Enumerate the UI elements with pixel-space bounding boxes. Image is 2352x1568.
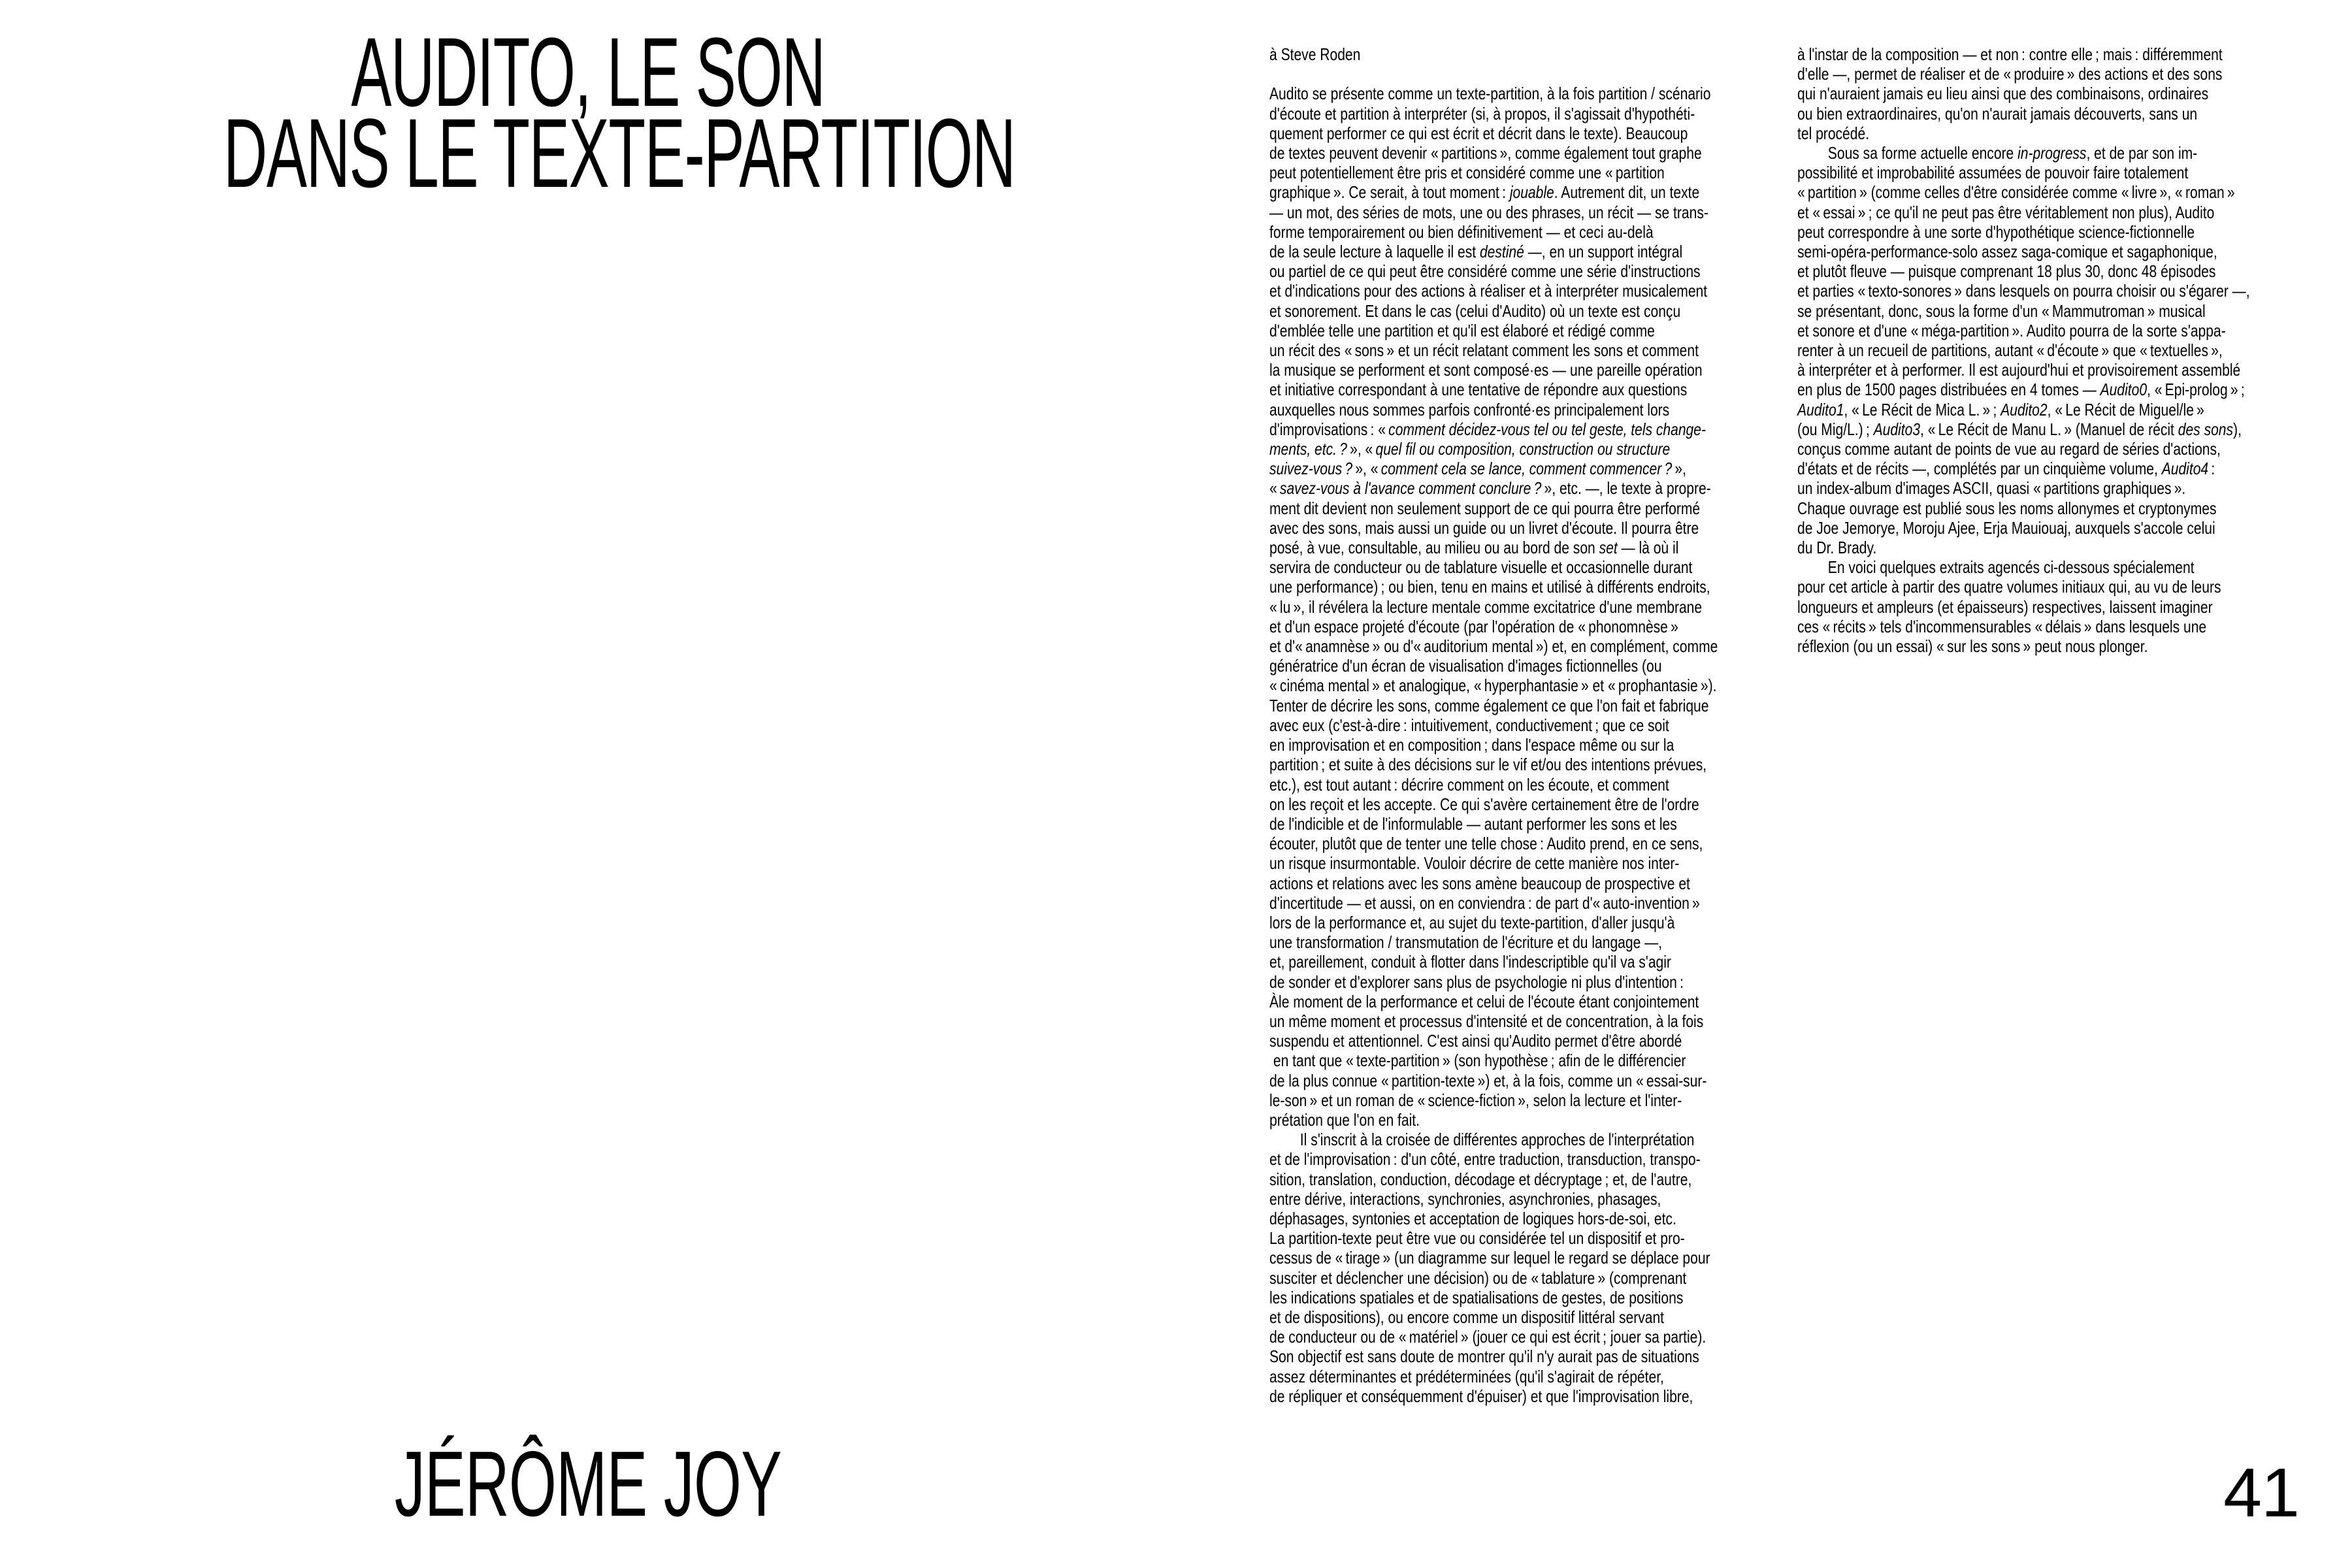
text-line: Son objectif est sans doute de montrer qu'il n'y aurait pas de situations — [1269, 1347, 1699, 1367]
text-line: conçus comme autant de points de vue au regard de séries d'actions, — [1797, 439, 2221, 459]
text-line: peut correspondre à une sorte d'hypothétique science-fictionnelle — [1797, 221, 2195, 242]
text-line: un index-album d'images ASCII, quasi « partitions graphiques ». — [1797, 478, 2186, 498]
text-line: « cinéma mental » et analogique, « hyperphantasie » et « prophantasie »). — [1269, 676, 1717, 696]
text-line: La partition-texte peut être vue ou considérée tel un dispositif et pro- — [1269, 1228, 1685, 1249]
text-line: un même moment et processus d'intensité et de concentration, à la fois — [1269, 1011, 1704, 1031]
text-line: actions et relations avec les sons amène beaucoup de prospective et — [1269, 873, 1690, 893]
text-line: partition ; et suite à des décisions sur le vif et/ou des intentions prévues, — [1269, 755, 1707, 775]
text-line: une transformation / transmutation de l'écriture et du langage —, — [1269, 932, 1663, 953]
text-line: et d'un espace projeté d'écoute (par l'opération de « phonomnèse » — [1269, 616, 1678, 636]
text-line: assez déterminantes et prédéterminées (qu'il s'agirait de répéter, — [1269, 1366, 1664, 1386]
text-line: posé, à vue, consultable, au milieu ou au bord de son set — là où il — [1269, 538, 1679, 558]
text-line: et, pareillement, conduit à flotter dans l'indescriptible qu'il va s'agir — [1269, 952, 1671, 972]
text-line: d'emblée telle une partition et qu'il est élaboré et rédigé comme — [1269, 320, 1655, 340]
text-line: ou bien extraordinaires, qu'on n'aurait jamais découverts, sans un — [1797, 103, 2198, 123]
text-line: d'improvisations : « comment décidez-vous tel ou tel geste, tels change- — [1269, 419, 1706, 439]
text-line: ments, etc. ? », « quel fil ou composition, construction ou structure — [1269, 439, 1671, 459]
text-line: d'elle —, permet de réaliser et de « produire » des actions et des sons — [1797, 64, 2223, 84]
text-line: Audito se présente comme un texte-partition, à la fois partition / scénario — [1269, 84, 1711, 104]
text-line: à l'instar de la composition — et non : contre elle ; mais : différemment — [1797, 44, 2223, 64]
text-line: en tant que « texte-partition » (son hypothèse ; afin de le différencier — [1269, 1051, 1686, 1071]
text-line: susciter et déclencher une décision) ou de « tablature » (comprenant — [1269, 1267, 1687, 1288]
text-line: longueurs et ampleurs (et épaisseurs) respectives, laissent imaginer — [1797, 596, 2213, 617]
blank-line — [1269, 64, 1779, 84]
text-line: et plutôt fleuve — puisque comprenant 18 plus 30, donc 48 épisodes — [1797, 261, 2216, 282]
text-line: on les reçoit et les accepte. Ce qui s'avère certainement être de l'ordre — [1269, 794, 1699, 814]
author-name: JÉRÔME JOY — [394, 1432, 782, 1536]
text-line: (ou Mig/L.) ; Audito3, « Le Récit de Manu L. » (Manuel de récit des sons), — [1797, 419, 2242, 439]
text-line: Chaque ouvrage est publié sous les noms allonymes et cryptonymes — [1797, 498, 2217, 518]
text-line: sition, translation, conduction, décodage et décryptage ; et, de l'autre, — [1269, 1169, 1692, 1189]
text-line: de Joe Jemorye, Moroju Ajee, Erja Mauiouaj, auxquels s'accole celui — [1797, 517, 2215, 538]
text-line: en plus de 1500 pages distribuées en 4 tomes — Audito0, « Epi-prolog » ; — [1797, 380, 2245, 400]
text-line: de l'indicible et de l'informulable — autant performer les sons et les — [1269, 813, 1677, 834]
dedication: à Steve Roden — [1269, 44, 1361, 64]
text-line: d'incertitude — et aussi, on en conviendra : de part d'« auto-invention » — [1269, 892, 1700, 913]
text-line: « savez-vous à l'avance comment conclure ? », etc. —, le texte à propre- — [1269, 478, 1711, 498]
text-line: ces « récits » tels d'incommensurables « délais » dans lesquels une — [1797, 616, 2207, 636]
title-line-2: DANS LE TEXTE-PARTITION — [223, 98, 1015, 208]
text-line: le-son » et un roman de « science-fiction », selon la lecture et l'inter- — [1269, 1090, 1682, 1110]
text-line: et de l'improvisation : d'un côté, entre traduction, transduction, transpo- — [1269, 1149, 1701, 1169]
text-line: suspendu et attentionnel. C'est ainsi qu'Audito permet d'être abordé — [1269, 1031, 1682, 1051]
text-line: de la seule lecture à laquelle il est destiné —, en un support intégral — [1269, 242, 1683, 262]
text-line: et « essai » ; ce qu'il ne peut pas être véritablement non plus), Audito — [1797, 202, 2215, 222]
text-line: Sous sa forme actuelle encore in-progress, et de par son im- — [1797, 143, 2198, 163]
text-line: renter à un recueil de partitions, autant « d'écoute » que « textuelles », — [1797, 340, 2223, 361]
page-number: 41 — [2223, 1454, 2299, 1531]
text-line: et sonore et d'une « méga-partition ». Audito pourra de la sorte s'appa- — [1797, 320, 2226, 340]
text-line: un récit des « sons » et un récit relatant comment les sons et comment — [1269, 340, 1699, 361]
text-line: semi-opéra-performance-solo assez saga-comique et sagaphonique, — [1797, 242, 2217, 262]
text-line: suivez-vous ? », « comment cela se lance, comment commencer ? », — [1269, 459, 1686, 479]
text-line: prétation que l'on en fait. — [1269, 1109, 1420, 1130]
text-line: pour cet article à partir des quatre volumes initiaux qui, au vu de leurs — [1797, 577, 2221, 597]
column-1-text — [1269, 84, 1779, 1406]
text-line: et de dispositions), ou encore comme un dispositif littéral servant — [1269, 1307, 1665, 1327]
article-column-1 — [1269, 44, 1779, 1406]
text-line: à interpréter et à performer. Il est aujourd'hui et provisoirement assemblé — [1797, 360, 2241, 380]
title-line-1: AUDITO, LE SON — [351, 17, 825, 127]
text-line: et parties « texto-sonores » dans lesquels on pourra choisir ou s'égarer —, — [1797, 281, 2250, 301]
text-line: graphique ». Ce serait, à tout moment : jouable. Autrement dit, un texte — [1269, 182, 1700, 203]
text-line: servira de conducteur ou de tablature visuelle et occasionnelle durant — [1269, 557, 1693, 578]
text-line: de sonder et d'explorer sans plus de psychologie ni plus d'intention : — [1269, 972, 1684, 992]
text-line: et d'« anamnèse » ou d'« auditorium mental ») et, en complément, comme — [1269, 636, 1718, 657]
text-line: ment dit devient non seulement support de ce qui pourra être performé — [1269, 498, 1701, 518]
article-column-2 — [1797, 44, 2307, 656]
text-line: d'états et de récits —, complétés par un cinquième volume, Audito4 : — [1797, 459, 2215, 479]
text-line: En voici quelques extraits agencés ci-dessous spécialement — [1797, 557, 2195, 578]
text-line: de conducteur ou de « matériel » (jouer ce qui est écrit ; jouer sa partie). — [1269, 1327, 1707, 1347]
text-line: cessus de « tirage » (un diagramme sur lequel le regard se déplace pour — [1269, 1248, 1710, 1268]
text-line: se présentant, donc, sous la forme d'un « Mammutroman » musical — [1797, 301, 2206, 321]
text-line: les indications spatiales et de spatialisations de gestes, de positions — [1269, 1287, 1684, 1307]
text-line: Tenter de décrire les sons, comme également ce que l'on fait et fabrique — [1269, 695, 1709, 715]
column-2-text — [1797, 44, 2307, 656]
text-line: etc.), est tout autant : décrire comment on les écoute, et comment — [1269, 774, 1669, 794]
text-line: un risque insurmontable. Vouloir décrire de cette manière nos inter- — [1269, 853, 1680, 874]
text-line: « partition » (comme celles d'être considérée comme « livre », « roman » — [1797, 182, 2235, 203]
text-line: forme temporairement ou bien définitivement — et ceci au-delà — [1269, 221, 1654, 242]
text-line: tel procédé. — [1797, 123, 1870, 143]
text-line: « lu », il révélera la lecture mentale comme excitatrice d'une membrane — [1269, 596, 1703, 617]
text-line: auxquelles nous sommes parfois confronté·es principalement lors — [1269, 399, 1670, 419]
text-line: lors de la performance et, au sujet du texte-partition, d'aller jusqu'à — [1269, 912, 1675, 932]
author-block — [0, 1432, 1176, 1536]
text-line: de répliquer et conséquemment d'épuiser) et que l'improvisation libre, — [1269, 1386, 1693, 1406]
text-line: et initiative correspondant à une tentative de répondre aux questions — [1269, 380, 1688, 400]
text-line: déphasages, syntonies et acceptation de logiques hors-de-soi, etc. — [1269, 1208, 1676, 1228]
text-line: ou partiel de ce qui peut être considéré comme une série d'instructions — [1269, 261, 1701, 282]
text-line: génératrice d'un écran de visualisation d'images fictionnelles (ou — [1269, 656, 1662, 676]
text-line: avec eux (c'est-à-dire : intuitivement, conductivement ; que ce soit — [1269, 715, 1669, 735]
text-line: quement performer ce qui est écrit et décrit dans le texte). Beaucoup — [1269, 123, 1688, 143]
article-title — [0, 17, 1176, 208]
text-line: d'écoute et partition à interpréter (si, à propos, il s'agissait d'hypothéti- — [1269, 103, 1695, 123]
text-line: Audito1, « Le Récit de Mica L. » ; Audito2, « Le Récit de Miguel/le » — [1797, 399, 2204, 419]
text-line: possibilité et improbabilité assumées de pouvoir faire totalement — [1797, 163, 2189, 183]
text-line: écouter, plutôt que de tenter une telle chose : Audito prend, en ce sens, — [1269, 834, 1703, 854]
text-line: de textes peuvent devenir « partitions », comme également tout graphe — [1269, 143, 1702, 163]
text-line: en improvisation et en composition ; dans l'espace même ou sur la — [1269, 735, 1674, 755]
text-line: qui n'auraient jamais eu lieu ainsi que des combinaisons, ordinaires — [1797, 84, 2209, 104]
text-line: avec des sons, mais aussi un guide ou un livret d'écoute. Il pourra être — [1269, 517, 1699, 538]
text-line: Àle moment de la performance et celui de l'écoute étant conjointement — [1269, 991, 1699, 1011]
text-line: de la plus connue « partition-texte ») et, à la fois, comme un « essai-sur- — [1269, 1070, 1707, 1090]
text-line: Il s'inscrit à la croisée de différentes approches de l'interprétation — [1269, 1130, 1695, 1150]
text-line: — un mot, des séries de mots, une ou des phrases, un récit — se trans- — [1269, 202, 1708, 222]
text-line: et sonorement. Et dans le cas (celui d'Audito) où un texte est conçu — [1269, 301, 1681, 321]
text-line: la musique se performent et sont composé·es — une pareille opération — [1269, 360, 1703, 380]
text-line: du Dr. Brady. — [1797, 538, 1877, 558]
text-line: et d'indications pour des actions à réaliser et à interpréter musicalement — [1269, 281, 1708, 301]
text-line: une performance) ; ou bien, tenu en mains et utilisé à différents endroits, — [1269, 577, 1710, 597]
text-line: peut potentiellement être pris et considéré comme une « partition — [1269, 163, 1665, 183]
text-line: entre dérive, interactions, synchronies, asynchronies, phasages, — [1269, 1188, 1661, 1209]
text-line: réflexion (ou un essai) « sur les sons » peut nous plonger. — [1797, 636, 2148, 657]
